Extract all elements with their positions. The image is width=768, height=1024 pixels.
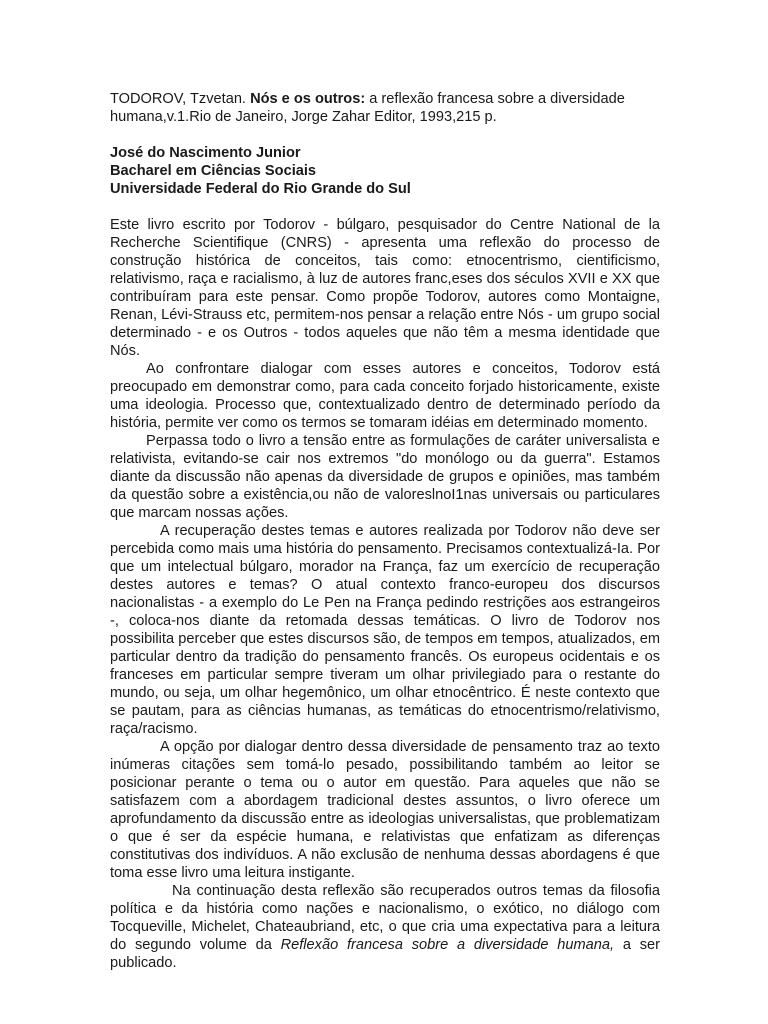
reviewer-degree: Bacharel em Ciências Sociais — [110, 163, 317, 179]
paragraph-6-book-title: Reflexão francesa sobre a diversidade humana, — [280, 937, 615, 953]
paragraph-2: Ao confrontare dialogar com esses autores e conceitos, Todorov está preocupado em demonstrar como, para cada conceito forjado historicamente, existe uma ideologia. Processo que, contextualizado dentro de determinado período da história, permite ver como os termos se tomaram idéias em determinado momento. — [110, 361, 660, 431]
paragraph-5: A opção por dialogar dentro dessa diversidade de pensamento traz ao texto inúmeras citações sem tomá-lo pesado, possibilitando também ao leitor se posicionar perante o tema ou o autor em questão. Para aqueles que não se satisfazem com a abordagem tradicional destes assuntos, o livro oferece um aprofundamento da discussão entre as ideologias universalistas, que problematizam o que é ser da espécie humana, e relativistas que enfatizam as diferenças constitutivas dos indivíduos. A não exclusão de nenhuma dessas abordagens é que toma esse livro uma leitura instigante. — [110, 739, 660, 881]
citation-author: TODOROV, Tzvetan. — [110, 91, 246, 107]
citation-title: Nós e os outros: — [250, 91, 366, 107]
paragraph-6-end: a ser publicado. — [110, 937, 661, 971]
bibliographic-citation — [110, 90, 660, 126]
paragraph-6-start: Na continuação desta reflexão são recuperados outros temas da filosofia política e da história como nações e nacionalismo, o exótico, no diálogo com Tocqueville, Michelet, Chateaubriand, etc, o que cria uma expectativa para a leitura do segundo volume da — [110, 883, 660, 953]
paragraph-3: Perpassa todo o livro a tensão entre as formulações de caráter universalista e relativista, evitando-se cair nos extremos "do monólogo ou da guerra". Estamos diante da discussão não apenas da diversidade de grupos e opiniões, mas também da questão sobre a existência,ou não de valoreslnoI1nas universais ou particulares que marcam nossas ações. — [110, 433, 660, 521]
citation-details: a reflexão francesa sobre a diversidade humana,v.1.Rio de Janeiro, Jorge Zahar Editor, 1993,215 p. — [110, 91, 625, 125]
reviewer-block — [110, 144, 660, 198]
document-page — [110, 90, 660, 972]
paragraph-1: Este livro escrito por Todorov - búlgaro, pesquisador do Centre National de la Recherche Scientifique (CNRS) - apresenta uma reflexão do processo de construção histórica de conceitos, tais como: etnocentrismo, cientificismo, relativismo, raça e racialismo, à luz de autores franc,eses dos séculos XVII e XX que contribuíram para este pensar. Como propõe Todorov, autores como Montaigne, Renan, Lévi-Strauss etc, permitem-nos pensar a relação entre Nós - um grupo social determinado - e os Outros - todos aqueles que não têm a mesma identidade que Nós. — [110, 217, 660, 359]
reviewer-institution: Universidade Federal do Rio Grande do Sul — [110, 181, 411, 197]
reviewer-name: José do Nascimento Junior — [110, 145, 301, 161]
paragraph-4: A recuperação destes temas e autores realizada por Todorov não deve ser percebida como mais uma história do pensamento. Precisamos contextualizá-Ia. Por que um intelectual búlgaro, morador na França, faz um exercício de recuperação destes autores e temas? O atual contexto franco-europeu dos discursos nacionalistas - a exemplo do Le Pen na França pedindo restrições aos estrangeiros -, coloca-nos diante da retomada dessas temáticas. O livro de Todorov nos possibilita perceber que estes discursos são, de tempos em tempos, atualizados, em particular dentro da tradição do pensamento francês. Os europeus ocidentais e os franceses em particular sempre tiveram um olhar privilegiado para o restante do mundo, ou seja, um olhar hegemônico, um olhar etnocêntrico. É neste contexto que se pautam, para as ciências humanas, as temáticas do etnocentrismo/relativismo, raça/racismo. — [110, 523, 660, 737]
paragraph-6 — [110, 882, 660, 972]
review-body — [110, 216, 660, 972]
